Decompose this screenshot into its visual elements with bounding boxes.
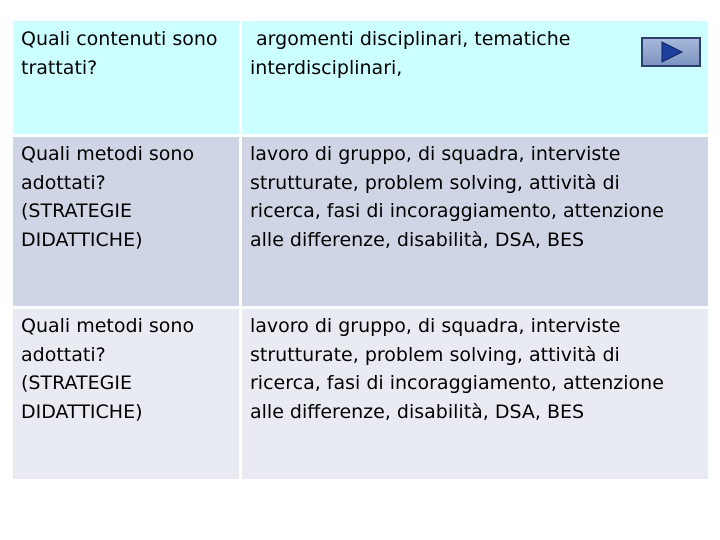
question-line: trattati? — [21, 56, 98, 79]
answer-cell — [242, 21, 708, 134]
answer-line: strutturate, problem solving, attività di — [250, 343, 620, 366]
answer-line: strutturate, problem solving, attività di — [250, 171, 620, 194]
question-cell — [13, 309, 239, 479]
question-line: (STRATEGIE — [21, 372, 132, 394]
question-cell — [13, 21, 239, 134]
answer-line: interdisciplinari, — [250, 56, 403, 79]
answer-line: ricerca, fasi di incoraggiamento, attenzione — [250, 200, 664, 222]
answer-line: lavoro di gruppo, di squadra, interviste — [250, 143, 621, 165]
answer-line: lavoro di gruppo, di squadra, interviste — [250, 315, 621, 337]
question-line: Quali metodi sono — [21, 143, 195, 165]
answer-line: alle differenze, disabilità, DSA, BES — [250, 228, 585, 251]
question-line: DIDATTICHE) — [21, 400, 143, 423]
question-line: Quali contenuti sono — [21, 28, 218, 50]
question-line: Quali metodi sono — [21, 315, 195, 337]
answer-cell — [242, 309, 708, 479]
question-line: adottati? — [21, 343, 106, 366]
content-table — [13, 21, 708, 479]
next-slide-button[interactable] — [641, 37, 701, 67]
answer-cell — [242, 137, 708, 306]
question-line: adottati? — [21, 171, 106, 194]
question-cell — [13, 137, 239, 306]
answer-line: argomenti disciplinari, tematiche — [250, 28, 571, 50]
play-icon — [643, 39, 699, 65]
answer-line: ricerca, fasi di incoraggiamento, attenzione — [250, 372, 664, 394]
question-line: (STRATEGIE — [21, 200, 132, 222]
question-line: DIDATTICHE) — [21, 228, 143, 251]
answer-line: alle differenze, disabilità, DSA, BES — [250, 400, 585, 423]
